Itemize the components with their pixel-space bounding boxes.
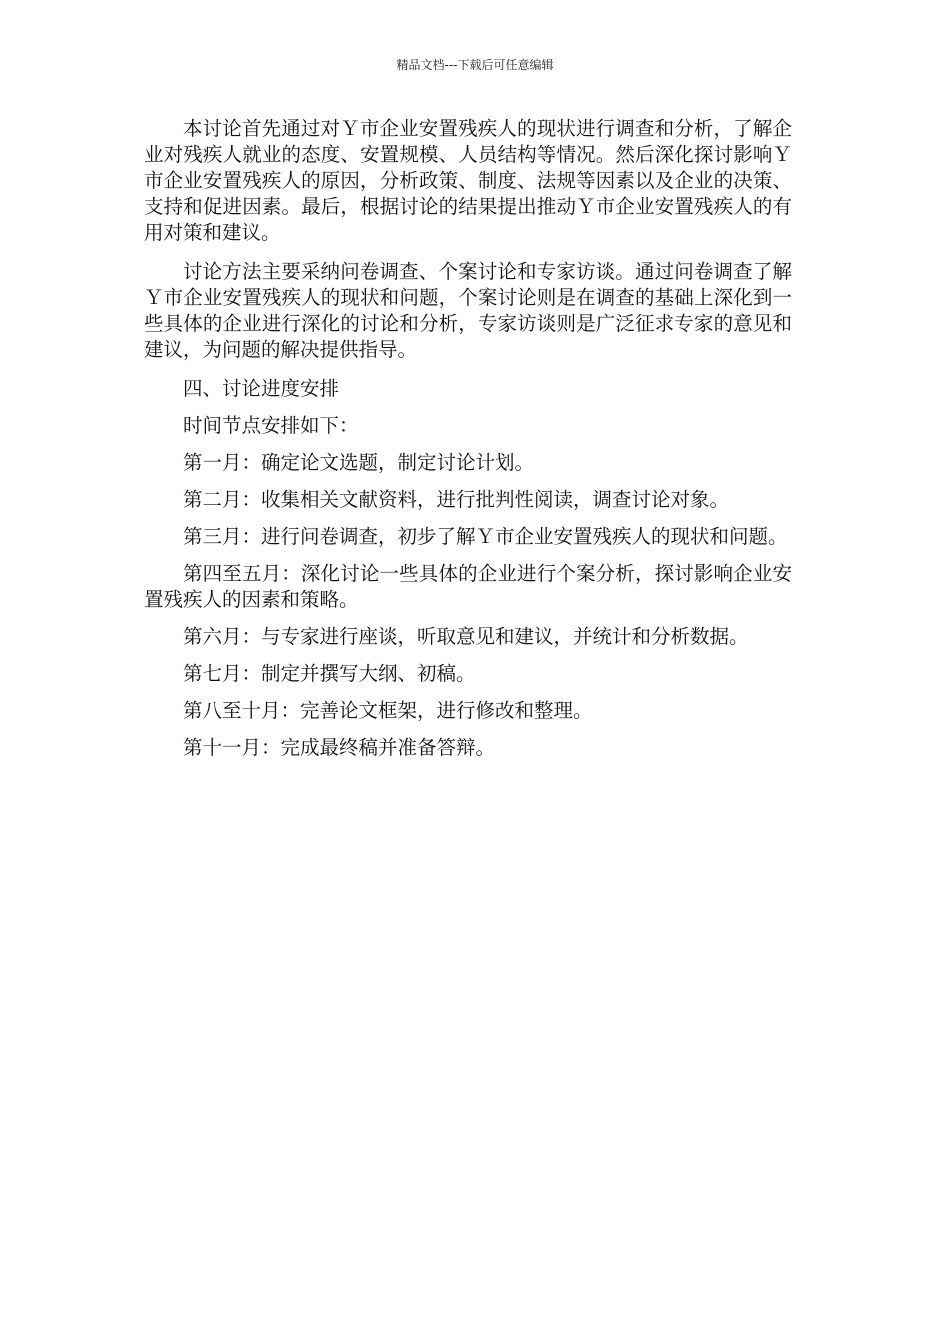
schedule-item-month-11: 第十一月：完成最终稿并准备答辩。	[183, 736, 496, 759]
schedule-item-month-4-5: 第四至五月：深化讨论一些具体的企业进行个案分析，探讨影响企业安置残疾人的因素和策略。	[144, 562, 792, 611]
schedule-item-month-7: 第七月：制定并撰写大纲、初稿。	[183, 662, 476, 685]
paragraph-research-methods: 讨论方法主要采纳问卷调查、个案讨论和专家访谈。通过问卷调查了解Ｙ市企业安置残疾人的现状和问题，个案讨论则是在调查的基础上深化到一些具体的企业进行深化的讨论和分析，专家访谈则是广泛征求专家的意见和建议，为问题的解决提供指导。	[144, 260, 792, 361]
schedule-item-month-6: 第六月：与专家进行座谈，听取意见和建议，并统计和分析数据。	[183, 625, 749, 648]
page-header: 精品文档---下载后可任意编辑	[396, 58, 554, 72]
schedule-item-month-3: 第三月：进行问卷调查，初步了解Ｙ市企业安置残疾人的现状和问题。	[183, 525, 788, 548]
document-body	[144, 116, 792, 772]
schedule-item-month-1: 第一月：确定论文选题，制定讨论计划。	[183, 451, 535, 474]
section-heading-schedule: 四、讨论进度安排	[183, 377, 340, 400]
paragraph-research-content: 本讨论首先通过对Ｙ市企业安置残疾人的现状进行调查和分析，了解企业对残疾人就业的态度、安置规模、人员结构等情况。然后深化探讨影响Ｙ市企业安置残疾人的原因，分析政策、制度、法规等因素以及企业的决策、支持和促进因素。最后，根据讨论的结果提出推动Ｙ市企业安置残疾人的有用对策和建议。	[144, 117, 792, 244]
schedule-item-month-2: 第二月：收集相关文献资料，进行批判性阅读，调查讨论对象。	[183, 488, 730, 511]
paragraph-schedule-intro: 时间节点安排如下：	[183, 414, 359, 437]
schedule-item-month-8-10: 第八至十月：完善论文框架，进行修改和整理。	[183, 699, 593, 722]
